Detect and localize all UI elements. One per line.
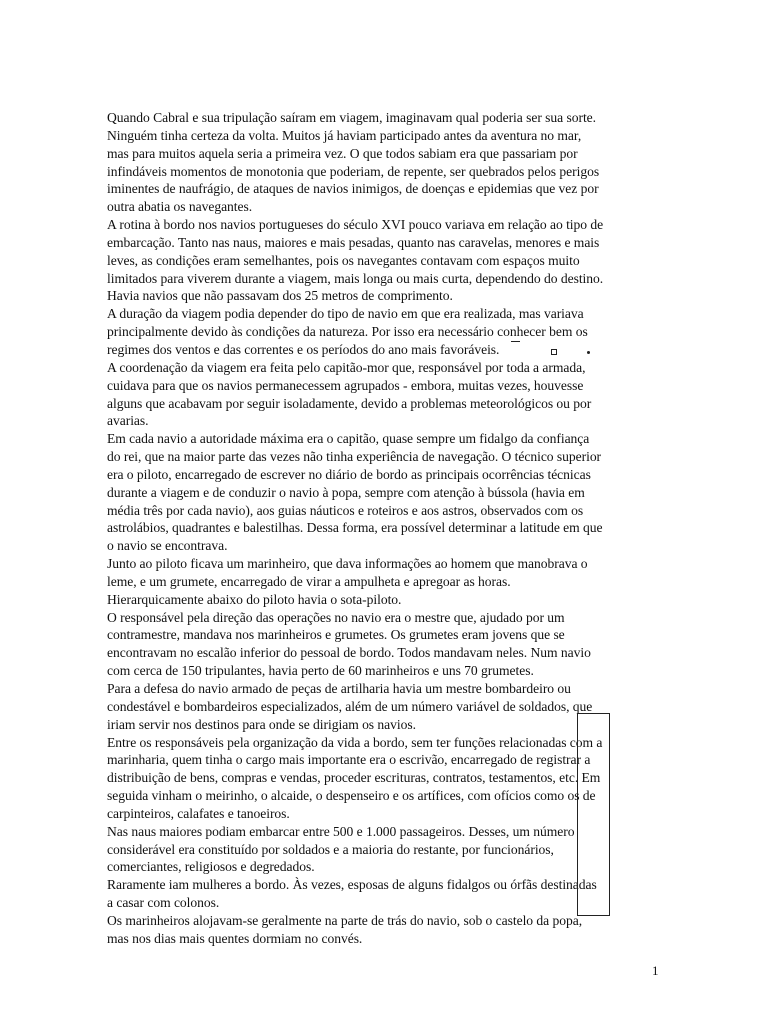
text-line: Ninguém tinha certeza da volta. Muitos já haviam participado antes da aventura no mar,	[107, 127, 582, 143]
text-line: leme, e um grumete, encarregado de virar a ampulheta e apregoar as horas.	[107, 573, 511, 589]
text-line: Quando Cabral e sua tripulação saíram em viagem, imaginavam qual poderia ser sua sorte.	[107, 110, 597, 125]
text-line: avarias.	[107, 413, 149, 429]
paragraph	[107, 609, 663, 680]
text-line: infindáveis momentos de monotonia que poderiam, de repente, ser quebrados pelos perigos	[107, 163, 600, 179]
text-line: a casar com colonos.	[107, 895, 220, 911]
text-line: comerciantes, religiosos e degredados.	[107, 859, 315, 875]
text-line: regimes dos ventos e das correntes e os períodos do ano mais favoráveis.	[107, 341, 500, 357]
paragraph	[107, 912, 663, 948]
text-line: Hierarquicamente abaixo do piloto havia o sota-piloto.	[107, 591, 402, 607]
text-line: média três por cada navio), aos guias náuticos e roteiros e aos astros, observados com os	[107, 502, 584, 518]
text-line: limitados para viverem durante a viagem, mais longa ou mais curta, dependendo do destino.	[107, 270, 604, 286]
text-line: condestável e bombardeiros especializados, além de um número variável de soldados, que	[107, 698, 593, 714]
paragraph	[107, 430, 663, 555]
text-line: leves, as condições eram semelhantes, pois os navegantes contavam com espaços muito	[107, 252, 580, 268]
annotation-box	[577, 713, 610, 916]
text-line: com cerca de 150 tripulantes, havia perto de 60 marinheiros e uns 70 grumetes.	[107, 663, 534, 679]
text-line: Nas naus maiores podiam embarcar entre 500 e 1.000 passageiros. Desses, um número	[107, 823, 575, 839]
paragraph	[107, 305, 663, 359]
text-line: Em cada navio a autoridade máxima era o capitão, quase sempre um fidalgo da confiança	[107, 431, 590, 447]
text-line: Havia navios que não passavam dos 25 metros de comprimento.	[107, 288, 453, 304]
scan-square-mark	[551, 349, 557, 355]
text-line: O responsável pela direção das operações no navio era o mestre que, ajudado por um	[107, 609, 565, 625]
paragraph	[107, 216, 663, 305]
text-line: outra abatia os navegantes.	[107, 199, 253, 215]
text-line: alguns que acabavam por seguir isoladamente, devido a problemas meteorológicos ou por	[107, 395, 592, 411]
text-line: distribuição de bens, compras e vendas, proceder escrituras, contratos, testamentos, etc. Em	[107, 770, 601, 786]
text-line: Os marinheiros alojavam-se geralmente na parte de trás do navio, sob o castelo da popa,	[107, 912, 583, 928]
scan-mark	[511, 341, 520, 342]
text-line: mas para muitos aquela seria a primeira vez. O que todos sabiam era que passariam por	[107, 145, 578, 161]
text-line: A coordenação da viagem era feita pelo capitão-mor que, responsável por toda a armada,	[107, 359, 586, 375]
paragraph	[107, 555, 663, 591]
scan-dot-mark	[587, 351, 590, 354]
text-line: cuidava para que os navios permanecessem agrupados - embora, muitas vezes, houvesse	[107, 377, 584, 393]
text-line: astrolábios, quadrantes e balestilhas. Dessa forma, era possível determinar a latitude em que	[107, 520, 603, 536]
text-line: o navio se encontrava.	[107, 538, 228, 554]
paragraph	[107, 591, 663, 609]
page-number: 1	[652, 963, 659, 978]
text-line: encontravam no escalão inferior do pessoal de bordo. Todos mandavam neles. Num navio	[107, 645, 591, 661]
text-line: considerável era constituído por soldados e a maioria do restante, por funcionários,	[107, 841, 554, 857]
text-line: Entre os responsáveis pela organização da vida a bordo, sem ter funções relacionadas com a	[107, 734, 603, 750]
text-line: A duração da viagem podia depender do tipo de navio em que era realizada, mas variava	[107, 306, 584, 322]
text-line: Para a defesa do navio armado de peças de artilharia havia um mestre bombardeiro ou	[107, 681, 571, 696]
text-line: embarcação. Tanto nas naus, maiores e mais pesadas, quanto nas caravelas, menores e mais	[107, 234, 600, 250]
text-line: carpinteiros, calafates e tanoeiros.	[107, 805, 290, 821]
text-line: seguida vinham o meirinho, o alcaide, o despenseiro e os artífices, com ofícios como os de	[107, 788, 596, 804]
paragraph	[107, 109, 663, 216]
text-line: durante a viagem e de conduzir o navio à popa, sempre com atenção à bússola (havia em	[107, 484, 585, 500]
text-line: A rotina à bordo nos navios portugueses do século XVI pouco variava em relação ao tipo de	[107, 217, 604, 233]
text-line: iriam servir nos destinos para onde se dirigiam os navios.	[107, 716, 416, 732]
text-line: contramestre, mandava nos marinheiros e grumetes. Os grumetes eram jovens que se	[107, 627, 565, 643]
text-line: do rei, que na maior parte das vezes não tinha experiência de navegação. O técnico superior	[107, 449, 602, 465]
text-line: marinharia, quem tinha o cargo mais importante era o escrivão, encarregado de registrar a	[107, 752, 591, 768]
text-line: principalmente devido às condições da natureza. Por isso era necessário conhecer bem os	[107, 324, 588, 340]
text-line: era o piloto, encarregado de escrever no diário de bordo as principais ocorrências técnicas	[107, 466, 591, 482]
text-line: mas nos dias mais quentes dormiam no convés.	[107, 930, 363, 946]
text-line: Junto ao piloto ficava um marinheiro, que dava informações ao homem que manobrava o	[107, 556, 588, 572]
paragraph	[107, 359, 663, 430]
text-line: iminentes de naufrágio, de ataques de navios inimigos, de doenças e epidemias que vez por	[107, 181, 599, 197]
text-line: Raramente iam mulheres a bordo. Às vezes, esposas de alguns fidalgos ou órfãs destinadas	[107, 877, 597, 893]
